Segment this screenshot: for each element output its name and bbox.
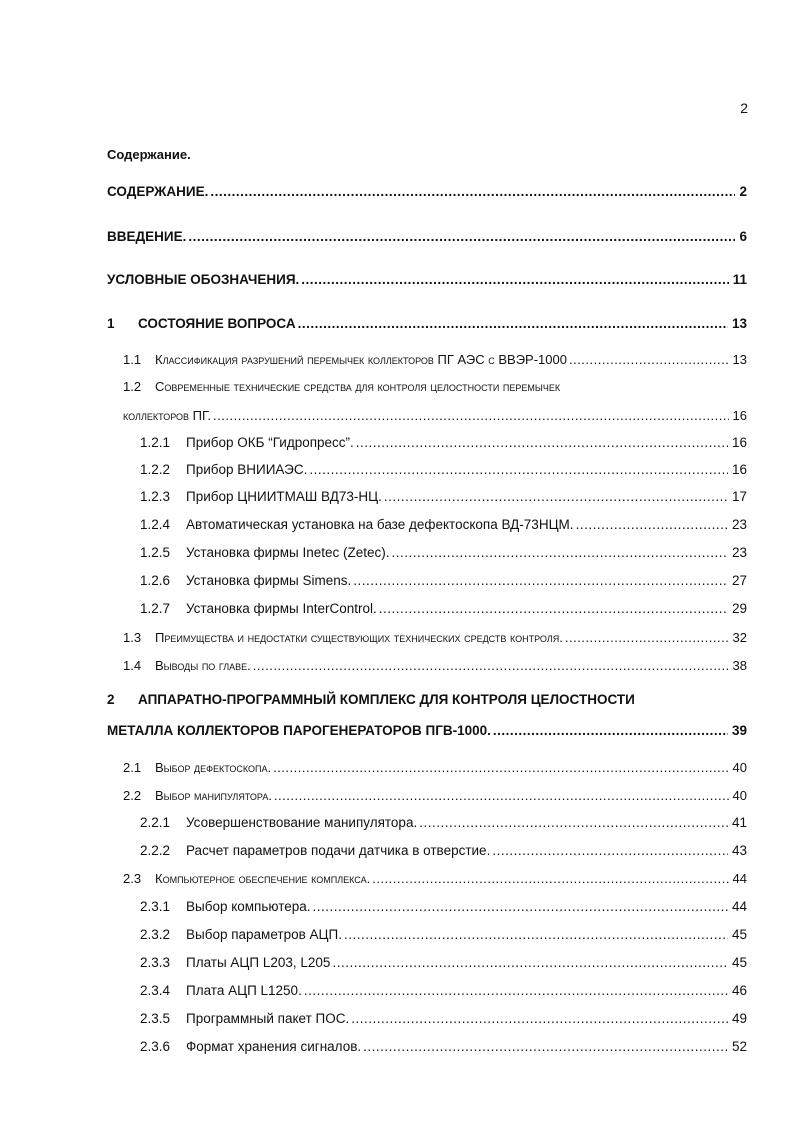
toc-entry-page: 2 xyxy=(739,184,747,199)
toc-entry-page: 13 xyxy=(732,352,747,367)
toc-entry-number: 2.3.4 xyxy=(140,983,171,998)
toc-entry-2-3-2[interactable] xyxy=(140,927,747,942)
toc-entry-title: Компьютерное обеспечение комплекса. xyxy=(155,871,371,886)
toc-entry-page: 6 xyxy=(739,229,747,244)
toc-entry-1-1[interactable] xyxy=(123,352,747,367)
toc-entry-page: 16 xyxy=(732,408,747,423)
toc-entry-number: 1.2.3 xyxy=(140,489,171,504)
toc-entry-notation[interactable] xyxy=(107,272,747,287)
toc-entry-1-2-3[interactable] xyxy=(140,489,747,504)
toc-entry-chapter-2[interactable] xyxy=(107,723,747,738)
toc-entry-title: Установка фирмы Inetec (Zetec). xyxy=(186,545,390,560)
toc-entry-number: 1.2.2 xyxy=(140,462,171,477)
dot-leader xyxy=(384,489,728,504)
toc-entry-1-3[interactable] xyxy=(123,630,747,645)
toc-entry-title: Плата АЦП L1250. xyxy=(186,983,302,998)
toc-entry-title: Установка фирмы Simens. xyxy=(186,573,352,588)
toc-entry-chapter-1[interactable] xyxy=(107,316,747,331)
toc-entry-number: 1.2 xyxy=(123,379,142,394)
toc-entry-title: ВВЕДЕНИЕ. xyxy=(107,229,187,244)
toc-entry-chapter-2-line1[interactable] xyxy=(107,692,635,707)
toc-entry-2-3[interactable] xyxy=(123,871,747,886)
toc-entry-title: Усовершенствование манипулятора. xyxy=(186,815,418,830)
dot-leader xyxy=(356,435,728,450)
toc-entry-number: 2.3.6 xyxy=(140,1039,171,1054)
toc-entry-number: 2.3 xyxy=(123,871,142,886)
toc-entry-title: Автоматическая установка на базе дефектоскопа ВД-73НЦМ. xyxy=(186,517,574,532)
toc-entry-number: 1.2.1 xyxy=(140,435,171,450)
toc-entry-title: Прибор ОКБ “Гидропресс”. xyxy=(186,435,354,450)
toc-entry-title: Выводы по главе. xyxy=(155,658,251,673)
toc-entry-title: коллекторов ПГ. xyxy=(123,408,212,423)
toc-entry-title: СОДЕРЖАНИЕ. xyxy=(107,184,209,199)
page-number: 2 xyxy=(740,100,748,116)
toc-entry-title: Программный пакет ПОС. xyxy=(186,1011,350,1026)
toc-entry-number: 2.1 xyxy=(123,760,142,775)
dot-leader xyxy=(353,573,728,588)
toc-entry-2-3-4[interactable] xyxy=(140,983,747,998)
toc-entry-number: 1.2.4 xyxy=(140,517,171,532)
toc-entry-number: 1.3 xyxy=(123,630,142,645)
toc-entry-title: Выбор дефектоскопа. xyxy=(155,760,272,775)
dot-leader xyxy=(379,601,728,616)
toc-entry-title: Формат хранения сигналов. xyxy=(186,1039,362,1054)
toc-entry-number: 1.2.5 xyxy=(140,545,171,560)
toc-entry-number: 2.3.5 xyxy=(140,1011,171,1026)
toc-entry-title: Выбор параметров АЦП. xyxy=(186,927,342,942)
toc-entry-number: 2.2.2 xyxy=(140,843,171,858)
toc-entry-title: Современные технические средства для контроля целостности перемычек xyxy=(155,379,561,394)
dot-leader xyxy=(492,843,728,858)
toc-entry-page: 16 xyxy=(731,435,747,450)
toc-entry-page: 52 xyxy=(731,1039,747,1054)
toc-entry-page: 23 xyxy=(731,545,747,560)
toc-entry-page: 16 xyxy=(731,462,747,477)
toc-entry-title: Установка фирмы InterControl. xyxy=(186,601,377,616)
toc-entry-title: Прибор ВНИИАЭС. xyxy=(186,462,308,477)
toc-entry-title: Выбор манипулятора. xyxy=(155,788,272,803)
toc-entry-page: 44 xyxy=(732,871,747,886)
toc-entry-2-2[interactable] xyxy=(123,788,747,803)
toc-entry-introduction[interactable] xyxy=(107,229,747,244)
toc-entry-1-2-7[interactable] xyxy=(140,601,747,616)
toc-entry-page: 49 xyxy=(731,1011,747,1026)
toc-entry-number: 2.3.2 xyxy=(140,927,171,942)
dot-leader xyxy=(332,955,728,970)
toc-entry-title: УСЛОВНЫЕ ОБОЗНАЧЕНИЯ. xyxy=(107,272,300,287)
toc-entry-2-3-6[interactable] xyxy=(140,1039,747,1054)
toc-entry-number: 1.2.6 xyxy=(140,573,171,588)
toc-entry-1-2[interactable] xyxy=(123,408,747,423)
toc-entry-1-2-6[interactable] xyxy=(140,573,747,588)
toc-entry-page: 40 xyxy=(732,788,747,803)
toc-entry-page: 45 xyxy=(731,955,747,970)
toc-entry-page: 23 xyxy=(731,517,747,532)
toc-entry-number: 2.3.1 xyxy=(140,899,171,914)
toc-entry-number: 1 xyxy=(107,316,115,331)
dot-leader xyxy=(569,352,729,367)
toc-entry-number: 2.2 xyxy=(123,788,142,803)
toc-entry-1-2-2[interactable] xyxy=(140,462,747,477)
dot-leader xyxy=(344,927,728,942)
toc-entry-page: 40 xyxy=(732,760,747,775)
dot-leader xyxy=(213,408,729,423)
toc-entry-page: 45 xyxy=(731,927,747,942)
toc-entry-page: 41 xyxy=(731,815,747,830)
toc-entry-1-2-5[interactable] xyxy=(140,545,747,560)
toc-entry-number: 2.3.3 xyxy=(140,955,171,970)
toc-entry-title: АППАРАТНО-ПРОГРАММНЫЙ КОМПЛЕКС ДЛЯ КОНТРОЛЯ ЦЕЛОСТНОСТИ xyxy=(138,692,635,707)
toc-entry-page: 43 xyxy=(731,843,747,858)
toc-entry-title: Классификация разрушений перемычек коллекторов ПГ АЭС с ВВЭР-1000 xyxy=(155,352,567,367)
dot-leader xyxy=(391,545,727,560)
toc-entry-number: 2.2.1 xyxy=(140,815,171,830)
toc-entry-title: Прибор ЦНИИТМАШ ВД73-НЦ. xyxy=(186,489,382,504)
dot-leader xyxy=(298,316,728,331)
toc-heading: Содержание. xyxy=(107,147,191,162)
dot-leader xyxy=(576,517,728,532)
toc-entry-2-2-1[interactable] xyxy=(140,815,747,830)
toc-entry-title: СОСТОЯНИЕ ВОПРОСА xyxy=(138,316,296,331)
dot-leader xyxy=(565,630,729,645)
toc-entry-page: 17 xyxy=(731,489,747,504)
toc-entry-page: 29 xyxy=(731,601,747,616)
toc-entry-page: 44 xyxy=(731,899,747,914)
dot-leader xyxy=(372,871,728,886)
dot-leader xyxy=(313,899,728,914)
toc-entry-page: 32 xyxy=(732,630,747,645)
toc-entry-number: 2 xyxy=(107,692,115,707)
toc-entry-number: 1.4 xyxy=(123,658,142,673)
toc-entry-2-1[interactable] xyxy=(123,760,747,775)
dot-leader xyxy=(351,1011,728,1026)
toc-entry-number: 1.1 xyxy=(123,352,142,367)
toc-entry-number: 1.2.7 xyxy=(140,601,171,616)
toc-entry-2-3-1[interactable] xyxy=(140,899,747,914)
toc-entry-1-2-1[interactable] xyxy=(140,435,747,450)
toc-entry-page: 27 xyxy=(731,573,747,588)
toc-entry-2-3-5[interactable] xyxy=(140,1011,747,1026)
toc-entry-1-2-line1[interactable] xyxy=(123,379,560,394)
toc-entry-title: Преимущества и недостатки существующих технических средств контроля. xyxy=(155,630,563,645)
dot-leader xyxy=(210,184,735,199)
toc-entry-contents[interactable] xyxy=(107,184,747,199)
dot-leader xyxy=(363,1039,728,1054)
dot-leader xyxy=(253,658,729,673)
toc-entry-title: Платы АЦП L203, L205 xyxy=(186,955,331,970)
dot-leader xyxy=(188,229,735,244)
toc-entry-page: 39 xyxy=(731,723,747,738)
dot-leader xyxy=(493,723,728,738)
toc-entry-page: 38 xyxy=(732,658,747,673)
dot-leader xyxy=(309,462,728,477)
toc-entry-1-2-4[interactable] xyxy=(140,517,747,532)
dot-leader xyxy=(419,815,728,830)
toc-entry-1-4[interactable] xyxy=(123,658,747,673)
dot-leader xyxy=(273,760,728,775)
toc-entry-page: 46 xyxy=(731,983,747,998)
toc-entry-page: 11 xyxy=(732,272,747,287)
dot-leader xyxy=(274,788,729,803)
toc-entry-page: 13 xyxy=(731,316,747,331)
dot-leader xyxy=(304,983,728,998)
toc-entry-title: МЕТАЛЛА КОЛЛЕКТОРОВ ПАРОГЕНЕРАТОРОВ ПГВ-1000. xyxy=(107,723,491,738)
toc-entry-2-2-2[interactable] xyxy=(140,843,747,858)
toc-entry-title: Расчет параметров подачи датчика в отверстие. xyxy=(186,843,491,858)
toc-entry-2-3-3[interactable] xyxy=(140,955,747,970)
dot-leader xyxy=(301,272,728,287)
toc-entry-title: Выбор компьютера. xyxy=(186,899,311,914)
